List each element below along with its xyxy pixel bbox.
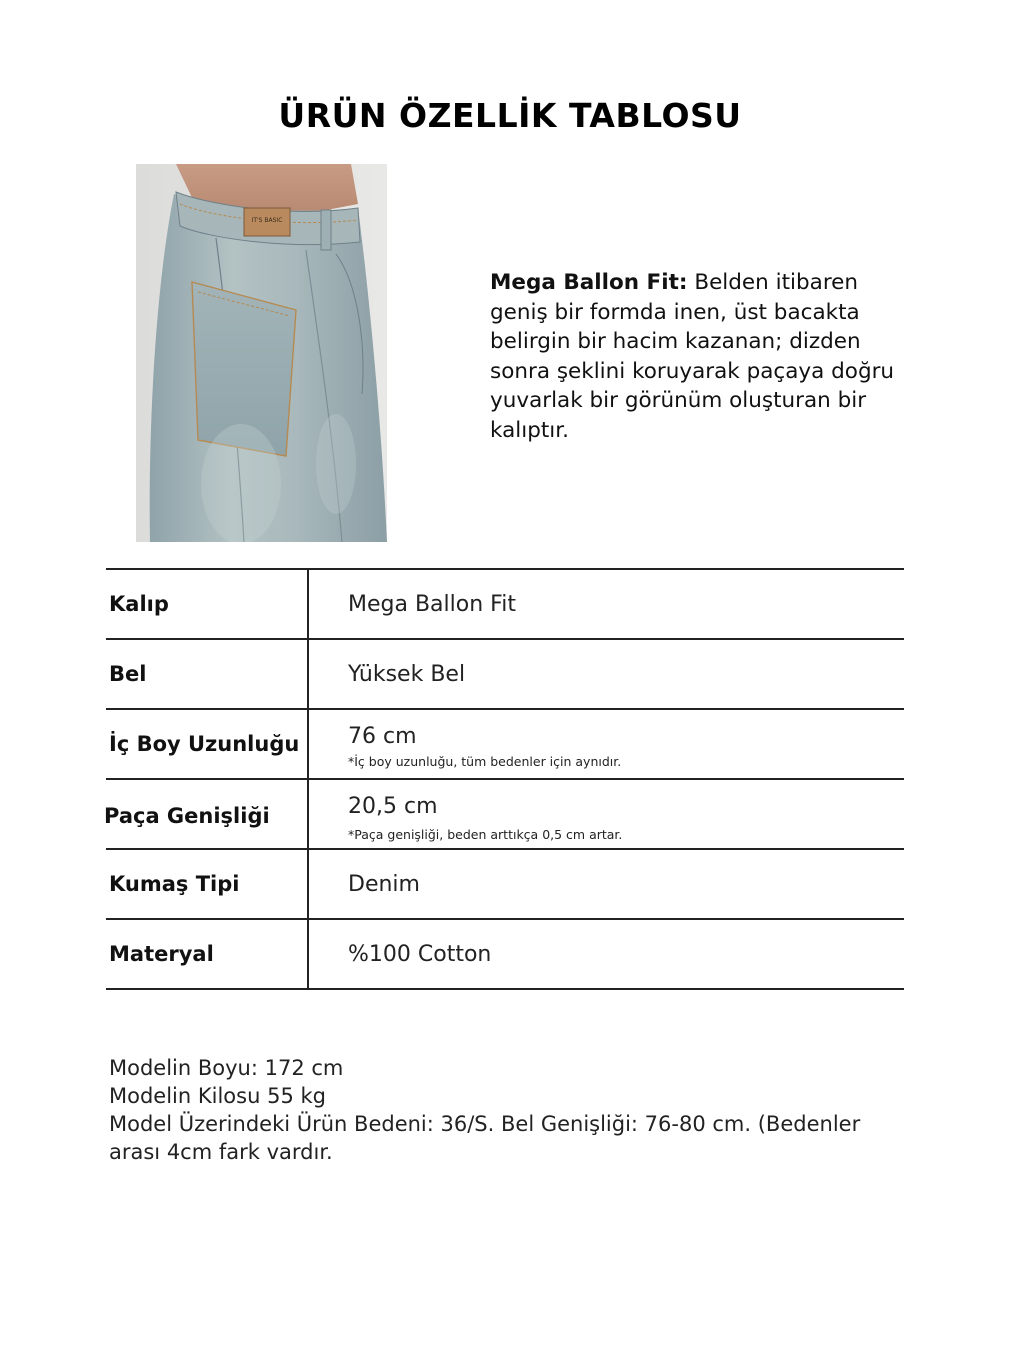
spec-row-kumas (106, 850, 904, 920)
model-height: Modelin Boyu: 172 cm (109, 1056, 344, 1080)
column-divider (307, 640, 309, 708)
fit-term: Mega Ballon Fit: (490, 270, 688, 295)
spec-note: *Paça genişliği, beden arttıkça 0,5 cm artar. (348, 827, 623, 842)
column-divider (307, 780, 309, 848)
spec-value: Yüksek Bel (348, 662, 466, 687)
spec-label: İç Boy Uzunluğu (109, 732, 300, 756)
model-size: Model Üzerindeki Ürün Bedeni: 36/S. Bel Genişliği: 76-80 cm. (Bedenler arası 4cm fark vardır. (109, 1112, 861, 1164)
spec-row-materyal (106, 920, 904, 990)
spec-note: *İç boy uzunluğu, tüm bedenler için aynıdır. (348, 754, 622, 769)
brand-label-text: IT'S BASIC (251, 217, 283, 224)
spec-label: Paça Genişliği (104, 804, 270, 828)
product-photo (136, 164, 387, 542)
spec-value: 20,5 cm (348, 794, 438, 819)
spec-label: Kalıp (109, 592, 169, 616)
spec-value: Mega Ballon Fit (348, 592, 516, 617)
spec-value: %100 Cotton (348, 942, 492, 967)
spec-label: Bel (109, 662, 147, 686)
column-divider (307, 710, 309, 778)
model-weight: Modelin Kilosu 55 kg (109, 1084, 326, 1108)
spec-row-kalip (106, 570, 904, 640)
spec-label: Kumaş Tipi (109, 872, 240, 896)
spec-row-bel (106, 640, 904, 710)
column-divider (307, 850, 309, 918)
spec-label: Materyal (109, 942, 214, 966)
spec-row-ic-boy (106, 710, 904, 780)
page-title: ÜRÜN ÖZELLİK TABLOSU (278, 96, 742, 135)
column-divider (307, 920, 309, 988)
spec-row-paca (106, 780, 904, 850)
spec-value: 76 cm (348, 724, 417, 749)
spec-table (106, 568, 904, 990)
fit-description (490, 268, 910, 445)
fit-description-text: Belden itibaren geniş bir formda inen, üst bacakta belirgin bir hacim kazanan; dizden sonra şeklini koruyarak paçaya doğru yuvarlak bir görünüm oluşturan bir kalıptır. (490, 270, 895, 443)
column-divider (307, 570, 309, 638)
spec-value: Denim (348, 872, 420, 897)
model-info (109, 1054, 899, 1166)
